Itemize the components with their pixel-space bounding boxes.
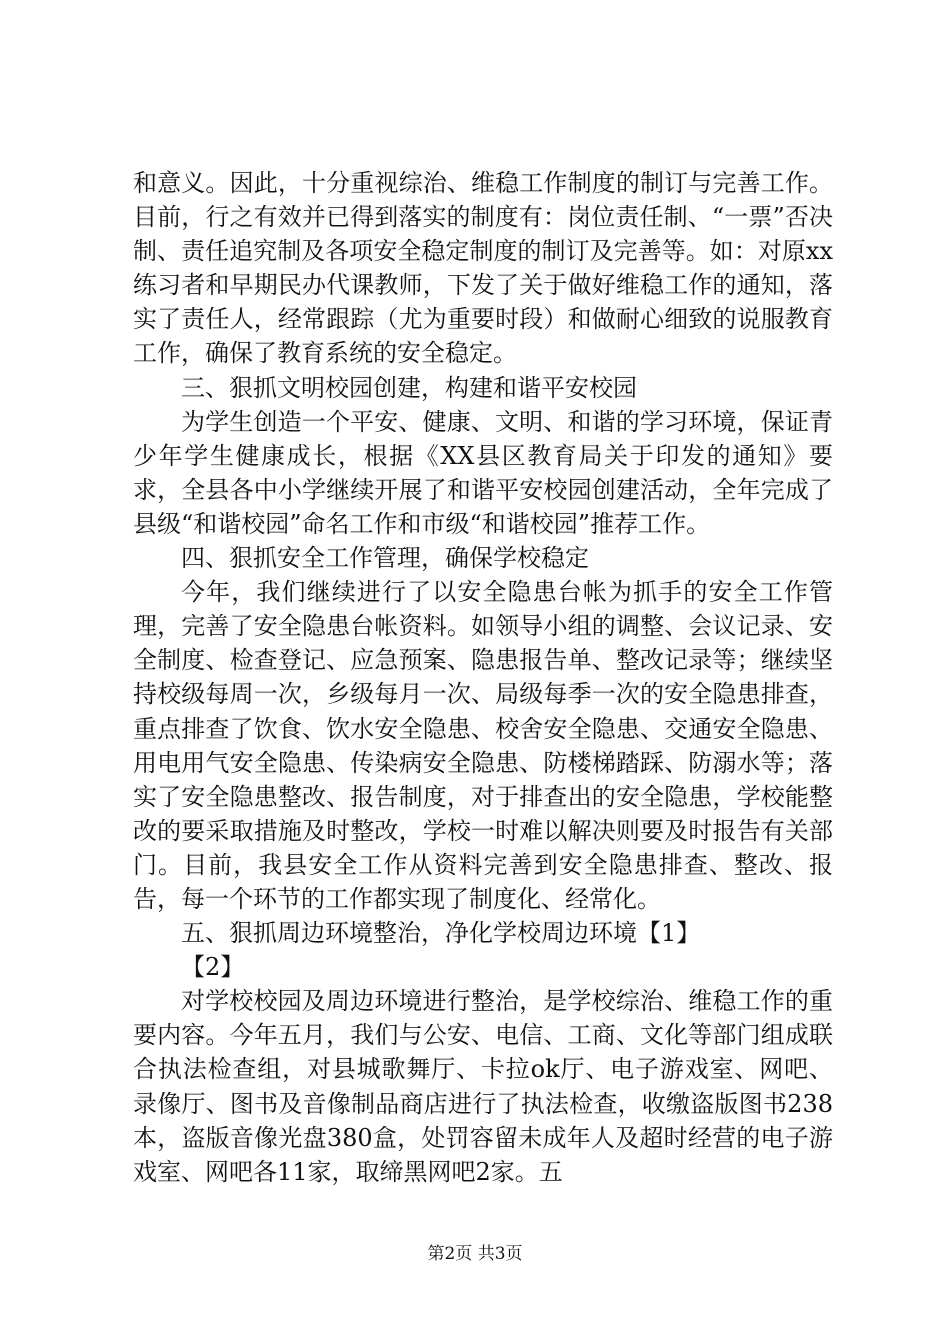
footnote-marker: 【2】 bbox=[181, 953, 245, 982]
section-heading: 五、狠抓周边环境整治，净化学校周边环境【1】 bbox=[181, 919, 701, 948]
section-heading: 三、狠抓文明校园创建，构建和谐平安校园 bbox=[181, 373, 637, 402]
paragraph: 和意义。因此，十分重视综治、维稳工作制度的制订与完善工作。目前，行之有效并已得到落实的制度有：岗位责任制、“一票”否决制、责任追究制及各项安全稳定制度的制订及完善等。如：对原xx练习者和早期民办代课教师，下发了关于做好维稳工作的通知，落实了责任人，经常跟踪（尤为重要时段）和做耐心细致的说服教育工作，确保了教育系统的安全稳定。 bbox=[133, 169, 833, 368]
paragraph: 为学生创造一个平安、健康、文明、和谐的学习环境，保证青少年学生健康成长，根据《XX县区教育局关于印发的通知》要求，全县各中小学继续开展了和谐平安校园创建活动，全年完成了县级“和谐校园”命名工作和市级“和谐校园”推荐工作。 bbox=[133, 407, 833, 538]
paragraph: 今年，我们继续进行了以安全隐患台帐为抓手的安全工作管理，完善了安全隐患台帐资料。如领导小组的调整、会议记录、安全制度、检查登记、应急预案、隐患报告单、整改记录等；继续坚持校级每周一次，乡级每月一次、局级每季一次的安全隐患排查，重点排查了饮食、饮水安全隐患、校舍安全隐患、交通安全隐患、用电用气安全隐患、传染病安全隐患、防楼梯踏踩、防溺水等；落实了安全隐患整改、报告制度，对于排查出的安全隐患，学校能整改的要采取措施及时整改，学校一时难以解决则要及时报告有关部门。目前，我县安全工作从资料完善到安全隐患排查、整改、报告，每一个环节的工作都实现了制度化、经常化。 bbox=[133, 578, 833, 913]
paragraph: 对学校校园及周边环境进行整治，是学校综治、维稳工作的重要内容。今年五月，我们与公安、电信、工商、文化等部门组成联合执法检查组，对县城歌舞厅、卡拉ok厅、电子游戏室、网吧、录像厅、图书及音像制品商店进行了执法检查，收缴盗版图书238本，盗版音像光盘380盒，处罚容留未成年人及超时经营的电子游戏室、网吧各11家，取缔黑网吧2家。五 bbox=[133, 987, 833, 1186]
document-body bbox=[133, 166, 833, 1189]
page-number: 第2页 共3页 bbox=[427, 1244, 523, 1264]
section-heading: 四、狠抓安全工作管理，确保学校稳定 bbox=[181, 544, 589, 573]
